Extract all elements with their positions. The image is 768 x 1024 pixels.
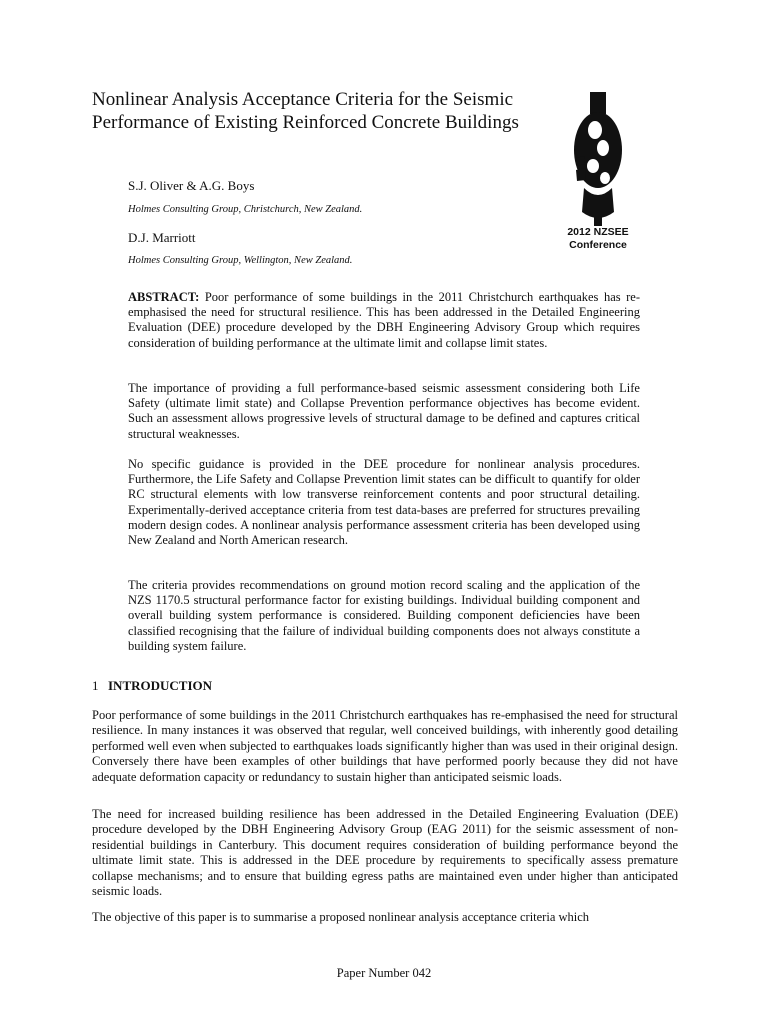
intro-paragraph-3: The objective of this paper is to summarise a proposed nonlinear analysis acceptance criteria which	[92, 910, 590, 924]
paper-title: Nonlinear Analysis Acceptance Criteria for the Seismic Performance of Existing Reinforced Concrete Buildings	[92, 89, 519, 133]
intro-paragraph-2: The need for increased building resilience has been addressed in the Detailed Engineering Evaluation (DEE) procedure developed by the DBH Engineering Advisory Group (EAG 2011) for the seismic assessment of non-residential buildings in Canterbury. This document requires consideration of building performance beyond the ultimate limit state. This is addressed in the DEE procedure by requirements to specifically assess premature collapse mechanisms; and to ensure that building egress paths are maintained even under higher than anticipated seismic loads.	[92, 807, 678, 899]
paper-number: Paper Number 042	[336, 966, 432, 980]
intro-paragraph-1: Poor performance of some buildings in the 2011 Christchurch earthquakes has re-emphasised the need for structural resilience. In many instances it was observed that regular, well conceived buildings, with inherently good detailing performed well even when subjected to earthquakes loads significantly higher than was used in their original design. Conversely there have been examples of other buildings that have performed poorly because they did not have adequate deformation capacity or redundancy to sustain higher than anticipated seismic loads.	[92, 708, 678, 784]
abstract-paragraph-2: The importance of providing a full performance-based seismic assessment considering both Life Safety (ultimate limit state) and Collapse Prevention performance objectives has become evident. Such an assessment allows progressive levels of structural damage to be defined and captures critical structural weaknesses.	[128, 381, 640, 441]
abstract-label: ABSTRACT:	[128, 290, 200, 304]
section-title: INTRODUCTION	[108, 678, 213, 693]
abstract-paragraph-3: No specific guidance is provided in the DEE procedure for nonlinear analysis procedures. Furthermore, the Life Safety and Collapse Prevention limit states can be difficult to quantify for older RC structural elements with low transverse reinforcement contents and poor structural detailing. Experimentally-derived acceptance criteria from test data-bases are preferred for structures prevailing modern design codes. A nonlinear analysis performance assessment criteria has been developed using New Zealand and North American research.	[128, 457, 640, 548]
conference-label: Conference	[569, 239, 627, 251]
abstract-paragraph-4: The criteria provides recommendations on ground motion record scaling and the application of the NZS 1170.5 structural performance factor for existing buildings. Individual building component and overall building system performance is considered. Building component deficiencies have been classified recognising that the failure of individual building components does not always constitute a building system failure.	[128, 578, 640, 653]
author-names-2: D.J. Marriott	[128, 230, 196, 245]
author-affiliation-1: Holmes Consulting Group, Christchurch, New Zealand.	[128, 204, 363, 215]
conference-badge	[548, 226, 648, 252]
section-number: 1	[92, 678, 99, 693]
author-names-1: S.J. Oliver & A.G. Boys	[128, 178, 255, 193]
abstract-paragraph-1: ABSTRACT: Poor performance of some buildings in the 2011 Christchurch earthquakes has re-emphasised the need for structural resilience. This has been addressed in the Detailed Engineering Evaluation (DEE) procedure developed by the DBH Engineering Advisory Group which requires consideration of building performance at the ultimate limit and collapse limit states.	[128, 290, 640, 350]
section-heading	[92, 678, 212, 694]
conference-year: 2012 NZSEE	[567, 226, 629, 238]
author-affiliation-2: Holmes Consulting Group, Wellington, New Zealand.	[128, 255, 353, 266]
